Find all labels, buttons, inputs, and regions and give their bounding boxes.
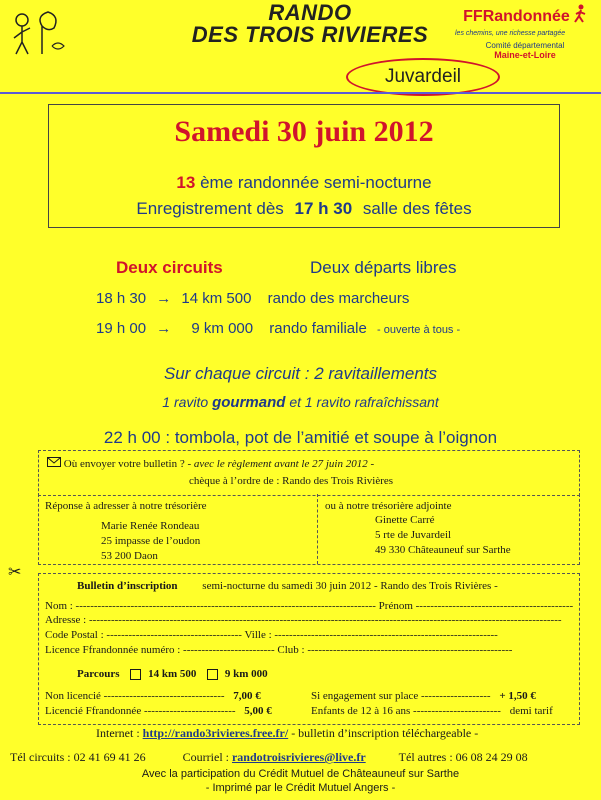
registration-form bbox=[38, 573, 580, 725]
tel-label: Tél circuits : bbox=[10, 750, 71, 764]
non-licencie-label: Non licencié --------------------------------- bbox=[45, 690, 225, 702]
other-tel-number: 06 08 24 29 08 bbox=[455, 750, 528, 764]
club-logo-drawing bbox=[8, 6, 68, 60]
evening-time: 22 h 00 bbox=[103, 428, 161, 447]
onsite-price: + 1,50 € bbox=[499, 690, 536, 702]
form-subtitle: semi-nocturne du samedi 30 juin 2012 - Rando des Trois Rivières - bbox=[202, 580, 498, 592]
edition-line bbox=[49, 173, 559, 193]
price-onsite bbox=[311, 690, 536, 702]
field-nom[interactable]: Nom : ---------------------------------------------------------------------------------- Prénom ------------------------------------------- bbox=[45, 600, 574, 612]
price-non-licencie bbox=[45, 690, 261, 702]
circuit-distance: 9 km 000 bbox=[191, 320, 254, 337]
town-badge: Juvardeil bbox=[346, 58, 500, 96]
sending-question-line bbox=[47, 457, 374, 470]
federation-committee: Comité départemental bbox=[485, 41, 565, 50]
event-box bbox=[48, 104, 560, 228]
sending-question: Où envoyer votre bulletin ? bbox=[63, 458, 185, 470]
envelope-icon bbox=[47, 458, 64, 470]
supplies-line: Sur chaque circuit : 2 ravitaillements bbox=[163, 364, 438, 383]
treasurer-name: Marie Renée Rondeau bbox=[101, 520, 200, 532]
contacts-line bbox=[10, 750, 528, 765]
sending-deadline: - avec le règlement avant le 27 juin 2012 - bbox=[187, 458, 375, 470]
event-date: Samedi 30 juin 2012 bbox=[174, 115, 434, 148]
treasurer-label: Réponse à adresser à notre trésorière bbox=[45, 500, 207, 512]
licencie-label: Licencié Ffrandonnée ------------------------- bbox=[45, 705, 236, 717]
scissors-icon: ✂ bbox=[8, 564, 22, 581]
field-code-postal[interactable]: Code Postal : ------------------------------------- Ville : ------------------------------------------------------------- bbox=[45, 629, 498, 641]
circuit-name: rando familiale bbox=[269, 320, 367, 337]
treasurers-divider bbox=[317, 494, 319, 564]
departures-heading: Deux départs libres bbox=[310, 258, 457, 277]
treasurers-box bbox=[38, 494, 580, 565]
assistant-street: 5 rte de Juvardeil bbox=[375, 529, 452, 541]
circuit-time: 18 h 30 bbox=[96, 290, 147, 307]
circuit-name: rando des marcheurs bbox=[267, 290, 410, 307]
onsite-label: Si engagement sur place ------------------- bbox=[311, 690, 491, 702]
arrow-icon: → bbox=[156, 320, 172, 337]
federation-logo bbox=[455, 4, 595, 60]
kids-label: Enfants de 12 à 16 ans ------------------------ bbox=[311, 705, 501, 717]
circuit-note: - ouverte à tous - bbox=[377, 324, 461, 336]
walker-icon bbox=[573, 4, 587, 29]
registration-time: 17 h 30 bbox=[294, 199, 353, 218]
sending-cheque: chèque à l’ordre de : Rando des Trois Rivières bbox=[189, 475, 394, 487]
assistant-city: 49 330 Châteauneuf sur Sarthe bbox=[375, 544, 511, 556]
supplies-detail bbox=[0, 394, 601, 411]
option-14km: 14 km 500 bbox=[148, 668, 197, 680]
edition-text: ème randonnée semi-nocturne bbox=[200, 173, 432, 192]
treasurer-city: 53 200 Daon bbox=[101, 550, 158, 562]
assistant-label: ou à notre trésorière adjointe bbox=[325, 500, 452, 512]
website-link[interactable]: http://rando3rivieres.free.fr/ bbox=[142, 726, 289, 740]
registration-prefix: Enregistrement dès bbox=[136, 199, 284, 218]
federation-name: FFRandonnée bbox=[463, 7, 570, 25]
footer-printer: - Imprimé par le Crédit Mutuel Angers - bbox=[205, 782, 396, 794]
supplies-gourmand: gourmand bbox=[212, 394, 286, 411]
federation-region: Maine-et-Loire bbox=[494, 50, 556, 60]
arrow-icon: → bbox=[156, 290, 172, 307]
footer-sponsor: Avec la participation du Crédit Mutuel de Châteauneuf sur Sarthe bbox=[141, 768, 460, 780]
field-adresse[interactable]: Adresse : --------------------------------------------------------------------------------------------------------------------------------- bbox=[45, 614, 562, 626]
licencie-price: 5,00 € bbox=[244, 705, 272, 717]
registration-line bbox=[49, 199, 559, 219]
non-licencie-price: 7,00 € bbox=[233, 690, 261, 702]
option-9km: 9 km 000 bbox=[224, 668, 268, 680]
parcours-row bbox=[77, 668, 268, 680]
email-link[interactable]: randotroisrivieres@live.fr bbox=[231, 750, 366, 764]
checkbox-9km[interactable] bbox=[207, 669, 218, 680]
edition-number: 13 bbox=[176, 173, 196, 192]
treasurer-street: 25 impasse de l’oudon bbox=[101, 535, 201, 547]
circuit-row bbox=[96, 320, 460, 337]
circuit-time: 19 h 00 bbox=[96, 320, 147, 337]
checkbox-14km[interactable] bbox=[130, 669, 141, 680]
internet-label: Internet : bbox=[96, 726, 140, 740]
registration-place: salle des fêtes bbox=[362, 199, 472, 218]
header-divider bbox=[0, 92, 601, 94]
evening-text: : tombola, pot de l’amitié et soupe à l’oignon bbox=[165, 428, 498, 447]
price-kids bbox=[311, 705, 553, 717]
supplies-c: et 1 ravito rafraîchissant bbox=[289, 394, 439, 410]
circuit-distance: 14 km 500 bbox=[181, 290, 252, 307]
sending-box bbox=[38, 450, 580, 496]
supplies-a: 1 ravito bbox=[162, 394, 209, 410]
tel-number: 02 41 69 41 26 bbox=[73, 750, 146, 764]
internet-line bbox=[96, 726, 478, 741]
form-title-line bbox=[77, 580, 498, 592]
circuit-row bbox=[96, 290, 409, 307]
evening-line bbox=[0, 428, 601, 448]
circuits-heading: Deux circuits bbox=[116, 258, 223, 277]
mail-label: Courriel : bbox=[182, 750, 229, 764]
parcours-label: Parcours bbox=[77, 668, 120, 680]
other-tel-label: Tél autres : bbox=[398, 750, 453, 764]
form-title: Bulletin d’inscription bbox=[77, 580, 178, 592]
kids-price: demi tarif bbox=[509, 705, 553, 717]
internet-note: - bulletin d’inscription téléchargeable - bbox=[291, 726, 479, 740]
assistant-name: Ginette Carré bbox=[375, 514, 435, 526]
club-title: RANDO DES TROIS RIVIERES bbox=[191, 0, 429, 47]
price-licencie bbox=[45, 705, 272, 717]
federation-tagline: les chemins, une richesse partagée bbox=[455, 30, 566, 37]
field-licence[interactable]: Licence Ffrandonnée numéro : ------------------------- Club : -------------------------------------------------------- bbox=[45, 644, 513, 656]
